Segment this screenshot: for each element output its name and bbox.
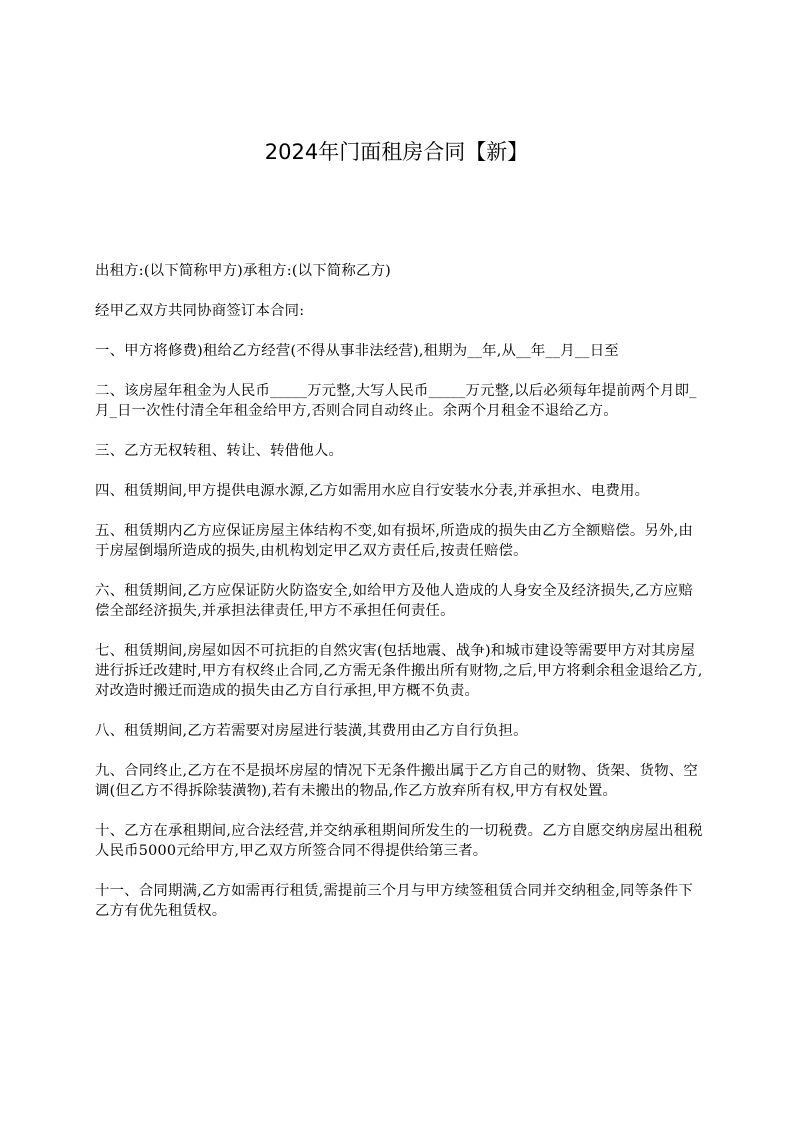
clause-8: 八、租赁期间,乙方若需要对房屋进行装潢,其费用由乙方自行负担。 bbox=[95, 723, 528, 739]
document-title: 2024年门面租房合同【新】 bbox=[264, 140, 529, 164]
clause-2: 二、该房屋年租金为人民币_____万元整,大写人民币_____万元整,以后必须每年提前两个月即_月_日一次性付清全年租金给甲方,否则合同自动终止。余两个月租金不退给乙方。 bbox=[95, 383, 697, 419]
clause-11: 十一、合同期满,乙方如需再行租赁,需提前三个月与甲方续签租赁合同并交纳租金,同等条件下乙方有优先租赁权。 bbox=[95, 883, 693, 919]
paragraph-preamble: 经甲乙双方共同协商签订本合同: bbox=[95, 303, 305, 319]
contract-body bbox=[95, 261, 707, 921]
clause-9: 九、合同终止,乙方在不是损坏房屋的情况下无条件搬出属于乙方自己的财物、货架、货物、空调(但乙方不得拆除装潢物),若有未搬出的物品,作乙方放弃所有权,甲方有权处置。 bbox=[95, 763, 698, 799]
clause-1: 一、甲方将修费)租给乙方经营(不得从事非法经营),租期为__年,从__年__月__日至 bbox=[95, 343, 619, 359]
clause-7: 七、租赁期间,房屋如因不可抗拒的自然灾害(包括地震、战争)和城市建设等需要甲方对其房屋进行拆迁改建时,甲方有权终止合同,乙方需无条件搬出所有财物,之后,甲方将剩余租金退给乙方,对改造时搬迁而造成的损失由乙方自行承担,甲方概不负责。 bbox=[95, 643, 703, 699]
clause-10: 十、乙方在承租期间,应合法经营,并交纳承租期间所发生的一切税费。乙方自愿交纳房屋出租税人民币5000元给甲方,甲乙双方所签合同不得提供给第三者。 bbox=[95, 823, 703, 859]
clause-6: 六、租赁期间,乙方应保证防火防盗安全,如给甲方及他人造成的人身安全及经济损失,乙方应赔偿全部经济损失,并承担法律责任,甲方不承担任何责任。 bbox=[95, 583, 693, 619]
clause-5: 五、租赁期内乙方应保证房屋主体结构不变,如有损坏,所造成的损失由乙方全额赔偿。另外,由于房屋倒塌所造成的损失,由机构划定甲乙双方责任后,按责任赔偿。 bbox=[95, 523, 693, 559]
clause-3: 三、乙方无权转租、转让、转借他人。 bbox=[95, 443, 344, 459]
paragraph-parties: 出租方:(以下简称甲方)承租方:(以下简称乙方) bbox=[95, 263, 391, 279]
clause-4: 四、租赁期间,甲方提供电源水源,乙方如需用水应自行安装水分表,并承担水、电费用。 bbox=[95, 483, 650, 499]
